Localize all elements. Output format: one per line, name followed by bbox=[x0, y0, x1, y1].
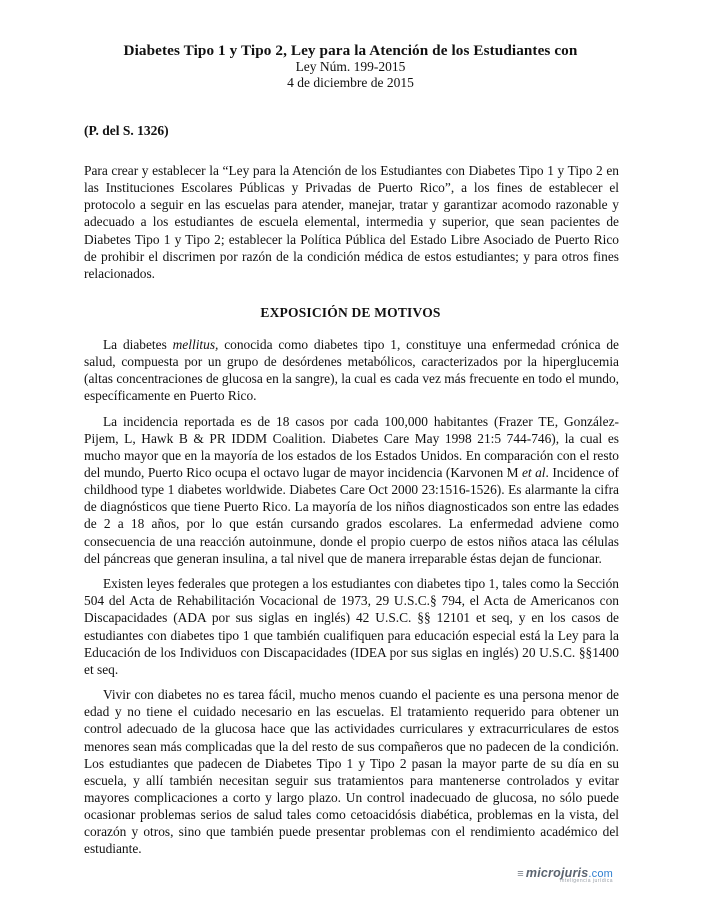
document-title: Diabetes Tipo 1 y Tipo 2, Ley para la Atención de los Estudiantes con bbox=[123, 42, 578, 59]
paragraph-2 bbox=[84, 413, 619, 567]
paragraph-1 bbox=[84, 336, 619, 404]
logo-mark-icon: ≡ bbox=[517, 868, 524, 880]
logo-tagline: inteligencia jurídica bbox=[559, 878, 613, 884]
logo-name: microjuris bbox=[525, 866, 589, 880]
document-header bbox=[60, 42, 641, 91]
paragraph-1-italic: mellitus, bbox=[172, 337, 219, 352]
law-number: Ley Núm. 199-2015 bbox=[295, 59, 406, 74]
logo-domain: .com bbox=[588, 868, 613, 880]
bill-reference: (P. del S. 1326) bbox=[84, 123, 169, 138]
law-date: 4 de diciembre de 2015 bbox=[287, 75, 414, 90]
paragraph-2-part-b: . Incidence of childhood type 1 diabetes worldwide. Diabetes Care Oct 2000 23:1516-1526). Es alarmante la cifra de diagnósticos que tiene Puerto Rico. La mayoría de los niños diagnosticados son entre las edades de 2 a 18 años, por lo que están cursando grados escolares. La enfermedad adviene como consecuencia de una reacción autoinmune, donde el propio cuerpo de estos niños ataca las células del páncreas que generan insulina, a tal nivel que de manera irreparable éstas dejan de funcionar. bbox=[84, 465, 619, 566]
statement-of-motives bbox=[84, 336, 619, 866]
paragraph-2-part-a: La incidencia reportada es de 18 casos por cada 100,000 habitantes (Frazer TE, González-Pijem, L, Hawk B & PR IDDM Coalition. Diabetes Care May 1998 21:5 744-746), la cual es mucho mayor que en la mayoría de los estados de los Estados Unidos. En comparación con el resto del mundo, Puerto Rico ocupa el octavo lugar de mayor incidencia (Karvonen M bbox=[84, 413, 619, 481]
paragraph-1-part-a: La diabetes bbox=[103, 337, 173, 352]
microjuris-logo bbox=[517, 866, 613, 884]
paragraph-1-part-b: conocida como diabetes tipo 1, constituye una enfermedad crónica de salud, compuesta por un grupo de desórdenes metabólicos, caracterizados por la hiperglucemia (altas concentraciones de glucosa en la sangre), la cual es cada vez más frecuente en todo el mundo, específicamente en Puerto Rico. bbox=[84, 337, 620, 404]
paragraph-3: Existen leyes federales que protegen a los estudiantes con diabetes tipo 1, tales como la Sección 504 del Acta de Rehabilitación Vocacional de 1973, 29 U.S.C.§ 794, el Acta de Americanos con Discapacidades (ADA por sus siglas en inglés) 42 U.S.C. §§ 12101 et seq, y en los casos de estudiantes con diabetes tipo 1 que también cualifiquen para educación especial está la Ley para la Educación de los Individuos con Discapacidades (IDEA por sus siglas en inglés) 20 U.S.C. §§1400 et seq. bbox=[84, 576, 619, 677]
paragraph-2-italic: et al bbox=[521, 465, 546, 481]
paragraph-4: Vivir con diabetes no es tarea fácil, mucho menos cuando el paciente es una persona menor de edad y no tiene el cuidado necesario en las escuelas. El tratamiento requerido para obtener un control adecuado de la glucosa hace que las actividades curriculares y extracurriculares de estos menores sean más complicadas que la del resto de sus compañeros que no padecen de la condición. Los estudiantes que padecen de Diabetes Tipo 1 y Tipo 2 pasan la mayor parte de su día en su escuela, y allí también necesitan seguir sus tratamientos para mantenerse controlados y evitar mayores complicaciones a corto y largo plazo. Un control inadecuado de glucosa, no sólo puede ocasionar problemas serios de salud tales como cetoacidósis diabética, problemas en la vista, del corazón y otros, sino que también puede presentar problemas con el rendimiento académico del estudiante. bbox=[84, 687, 619, 857]
law-summary: Para crear y establecer la “Ley para la Atención de los Estudiantes con Diabetes Tipo 1 y Tipo 2 en las Instituciones Escolares Públicas y Privadas de Puerto Rico”, a los fines de establecer el protocolo a seguir en las escuelas para atender, manejar, tratar y garantizar acomodo razonable y adecuado a los estudiantes de escuela elemental, intermedia y superior, que sean pacientes de Diabetes Tipo 1 y Tipo 2; establecer la Política Pública del Estado Libre Asociado de Puerto Rico de prohibir el discrimen por razón de la condición médica de estos estudiantes; y para otros fines relacionados. bbox=[84, 163, 619, 281]
section-heading: EXPOSICIÓN DE MOTIVOS bbox=[260, 305, 441, 320]
